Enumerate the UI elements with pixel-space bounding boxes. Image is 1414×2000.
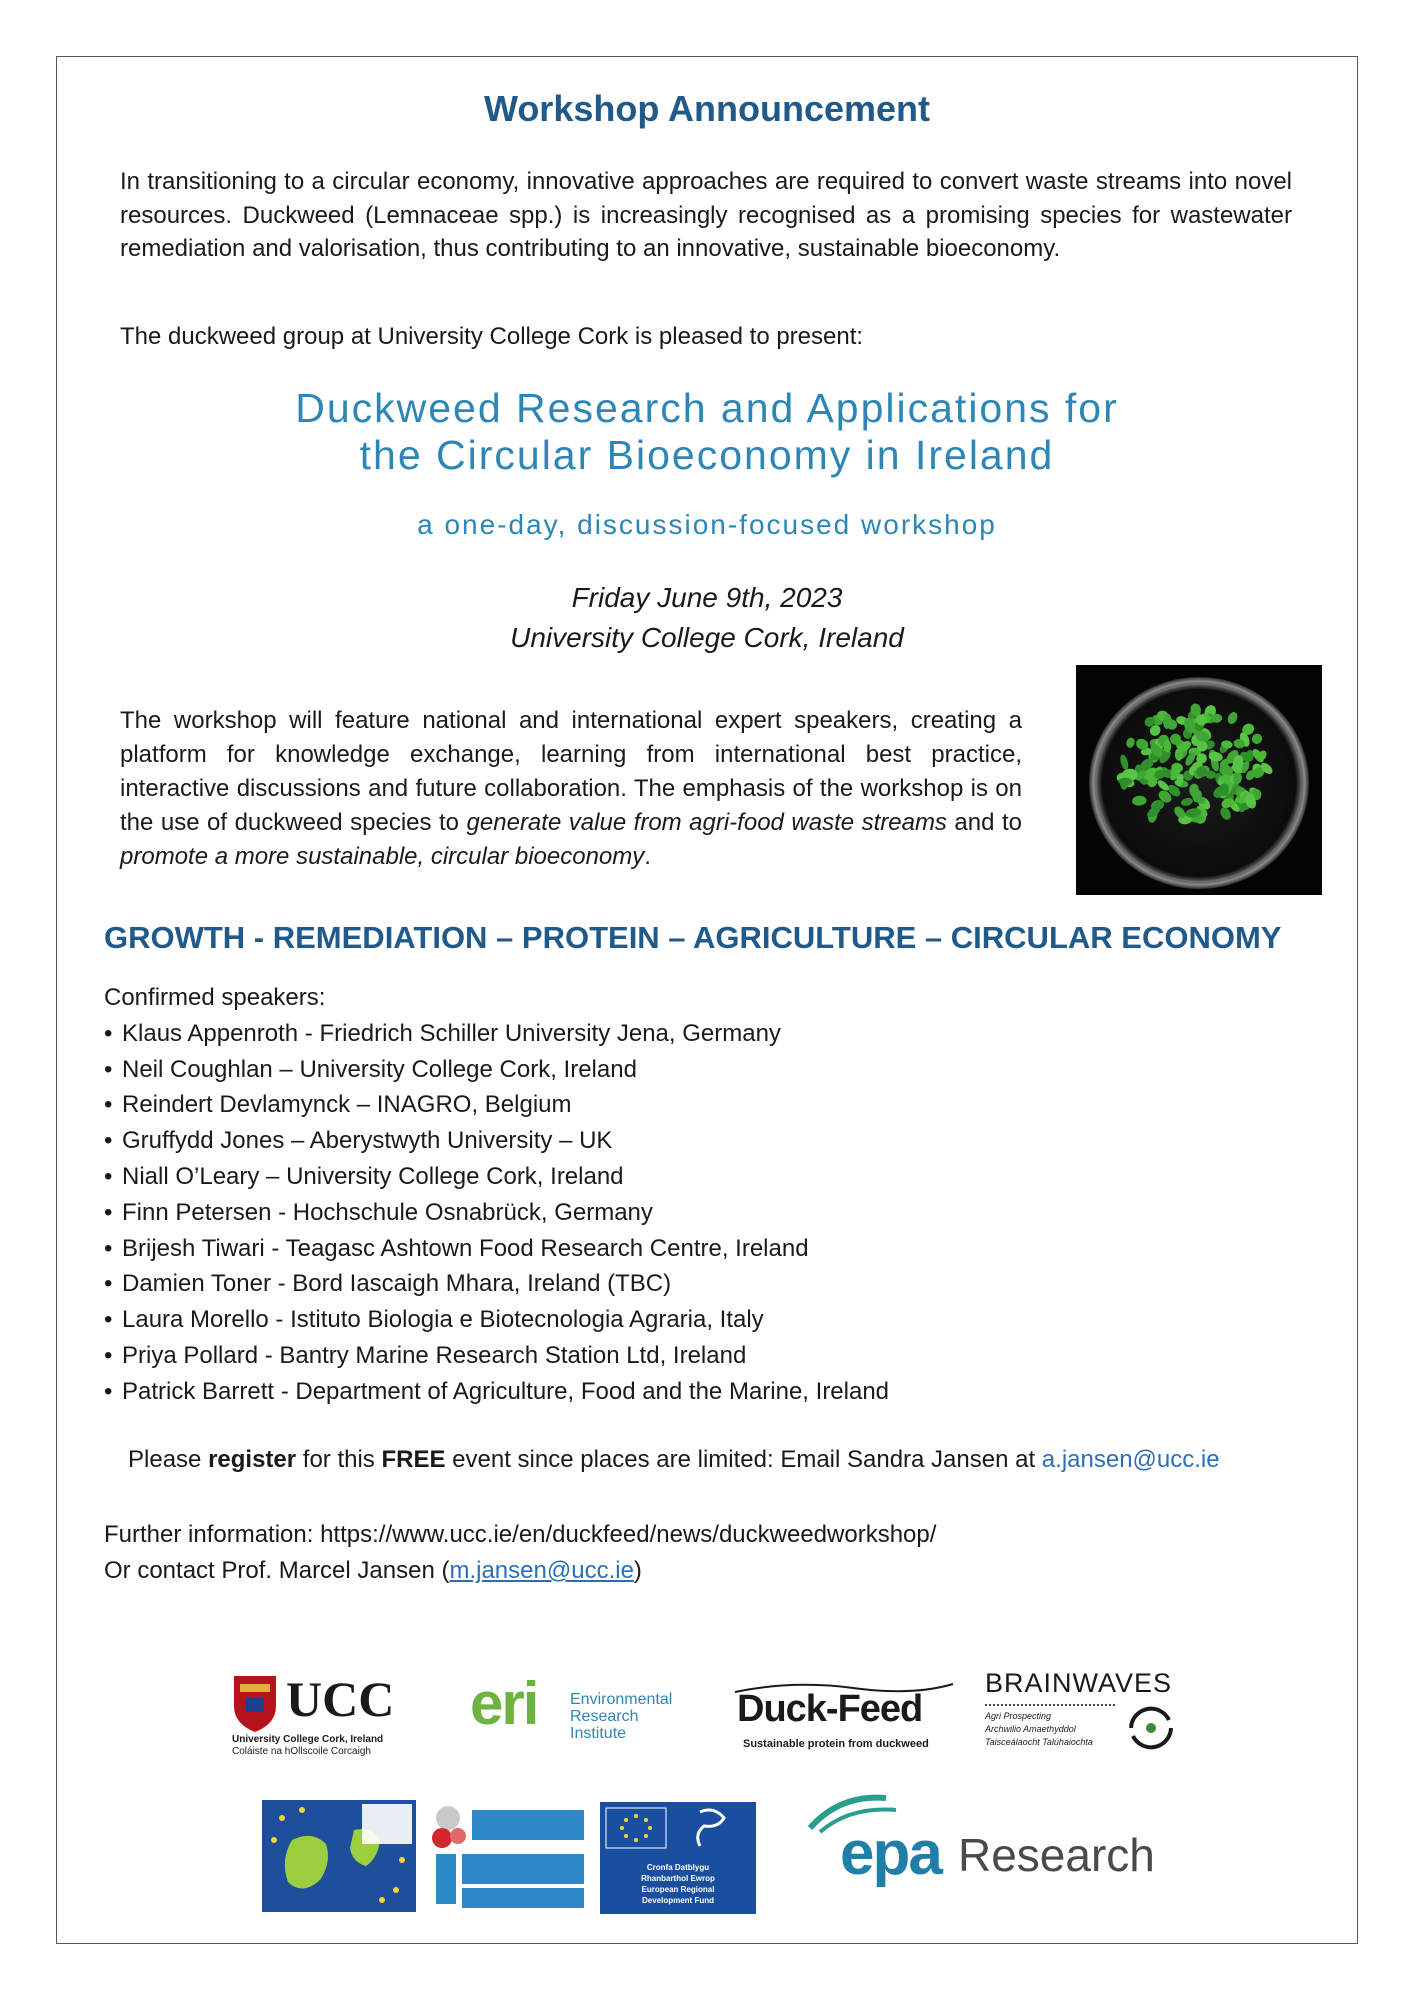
page-heading: Workshop Announcement xyxy=(483,88,930,129)
brainwaves-logo xyxy=(985,1668,1185,1758)
intro-paragraph: In transitioning to a circular economy, innovative approaches are required to convert waste streams into novel resources. Duckweed (Lemnaceae spp.) is increasingly recognised as a promising species for wastewater remediation and valorisation, thus contributing to an innovative, sustainable bioeconomy. xyxy=(120,168,1292,262)
duckfeed-tagline: Sustainable protein from duckweed xyxy=(743,1738,929,1750)
eri-name xyxy=(570,1691,672,1742)
speaker-item: • Damien Toner - Bord Iascaigh Mhara, Ireland (TBC) xyxy=(104,1266,1204,1302)
registration-line xyxy=(128,1446,1220,1474)
workshop-date: Friday June 9th, 2023 xyxy=(571,582,843,613)
speaker-item: • Patrick Barrett - Department of Agriculture, Food and the Marine, Ireland xyxy=(104,1374,1204,1410)
duckweed-petri-dish-photo xyxy=(1076,665,1322,895)
regional-assembly-icon xyxy=(428,1802,588,1914)
speaker-item: • Neil Coughlan – University College Cork, Ireland xyxy=(104,1052,1204,1088)
ucc-wordmark: UCC xyxy=(286,1671,395,1727)
speaker-item: • Niall O’Leary – University College Cork, Ireland xyxy=(104,1159,1204,1195)
southern-assembly-logo xyxy=(428,1802,588,1914)
duckfeed-wordmark: Duck-Feed xyxy=(737,1688,923,1730)
workshop-venue: University College Cork, Ireland xyxy=(510,622,904,653)
eri-line-1: Environmental xyxy=(570,1691,673,1708)
epa-wordmark: epa xyxy=(840,1819,941,1888)
feature-emphasis-1: generate value from agri-food waste streams xyxy=(466,809,947,836)
brainwaves-tagline xyxy=(985,1710,1093,1749)
eri-logo xyxy=(470,1670,710,1755)
epa-research-logo xyxy=(800,1788,1160,1908)
speaker-item: • Reindert Devlamynck – INAGRO, Belgium xyxy=(104,1087,1204,1123)
themes-banner: GROWTH - REMEDIATION – PROTEIN – AGRICULTURE – CIRCULAR ECONOMY xyxy=(104,920,1282,955)
workshop-title-line-1: Duckweed Research and Applications for xyxy=(295,385,1119,431)
speaker-item: • Klaus Appenroth - Friedrich Schiller University Jena, Germany xyxy=(104,1016,1204,1052)
brainwaves-tagline-1: Agri Prospecting xyxy=(985,1711,1052,1721)
brainwaves-tagline-2: Archwilio Amaethyddol xyxy=(985,1724,1076,1734)
workshop-title xyxy=(0,385,1414,479)
erdf-logo xyxy=(600,1802,756,1914)
feature-text-3: . xyxy=(644,843,651,870)
epa-research-wordmark: Research xyxy=(958,1829,1155,1881)
duckfeed-logo xyxy=(733,1678,955,1760)
register-bold-register: register xyxy=(208,1446,297,1473)
ucc-logo xyxy=(230,1670,410,1760)
brainwaves-cycle-icon xyxy=(1121,1698,1181,1758)
eri-mark: eri xyxy=(470,1670,538,1737)
feature-paragraph xyxy=(120,704,1022,874)
date-venue xyxy=(0,578,1414,658)
eri-line-2: Research xyxy=(570,1708,639,1725)
further-info-url[interactable]: Further information: https://www.ucc.ie/en/duckfeed/news/duckweedworkshop/ xyxy=(104,1521,937,1548)
register-email-link[interactable]: a.jansen@ucc.ie xyxy=(1041,1446,1220,1473)
contact-text: Or contact Prof. Marcel Jansen ( xyxy=(104,1557,450,1584)
ireland-wales-map-icon xyxy=(262,1800,416,1912)
feature-emphasis-2: promote a more sustainable, circular bioeconomy xyxy=(120,843,645,870)
brainwaves-divider xyxy=(985,1704,1115,1706)
contact-line xyxy=(104,1553,936,1589)
brainwaves-tagline-3: Taisceálaocht Talúhaiochta xyxy=(985,1737,1093,1747)
eu-flag-icon xyxy=(600,1802,756,1862)
duckweed-photo-graphic xyxy=(1076,665,1322,895)
register-text-3: event since places are limited: Email Sandra Jansen at xyxy=(445,1446,1042,1473)
ucc-subtitle-en: University College Cork, Ireland xyxy=(232,1734,384,1745)
contact-close-paren: ) xyxy=(633,1557,642,1584)
speaker-item: • Priya Pollard - Bantry Marine Research Station Ltd, Ireland xyxy=(104,1338,1204,1374)
eri-line-3: Institute xyxy=(570,1725,627,1742)
register-bold-free: FREE xyxy=(381,1446,446,1473)
workshop-title-line-2: the Circular Bioeconomy in Ireland xyxy=(359,432,1055,478)
present-line: The duckweed group at University College Cork is pleased to present: xyxy=(120,323,864,350)
register-text-1: Please xyxy=(128,1446,209,1473)
erdf-text: Cronfa Datblygu Rhanbarthol Ewrop European Regional Development Fund xyxy=(641,1863,715,1905)
speaker-item: • Brijesh Tiwari - Teagasc Ashtown Food Research Centre, Ireland xyxy=(104,1231,1204,1267)
speaker-item: • Finn Petersen - Hochschule Osnabrück, Germany xyxy=(104,1195,1204,1231)
speakers-heading: Confirmed speakers: xyxy=(104,984,326,1011)
feature-text-1: The workshop will feature national and international expert speakers, creating a platform for knowledge exchange, learning from international best practice, interactive discussions and future collaboration. The emphasis of the workshop is on the use of duckweed species to xyxy=(120,707,1022,836)
register-text-2: for this xyxy=(296,1446,382,1473)
speaker-item: • Laura Morello - Istituto Biologia e Biotecnologia Agraria, Italy xyxy=(104,1302,1204,1338)
speakers-list xyxy=(104,1016,1204,1410)
feature-text-2: and to xyxy=(946,809,1022,836)
brainwaves-wordmark: BRAINWAVES xyxy=(985,1668,1173,1698)
contact-email-link[interactable]: m.jansen@ucc.ie xyxy=(449,1557,634,1584)
interreg-map-logo xyxy=(262,1800,416,1912)
speaker-item: • Gruffydd Jones – Aberystwyth University – UK xyxy=(104,1123,1204,1159)
ucc-subtitle-ga: Coláiste na hOllscoile Corcaigh xyxy=(232,1746,371,1757)
further-info xyxy=(104,1517,936,1589)
speakers-section xyxy=(104,980,1204,1410)
workshop-subtitle: a one-day, discussion-focused workshop xyxy=(417,509,997,540)
